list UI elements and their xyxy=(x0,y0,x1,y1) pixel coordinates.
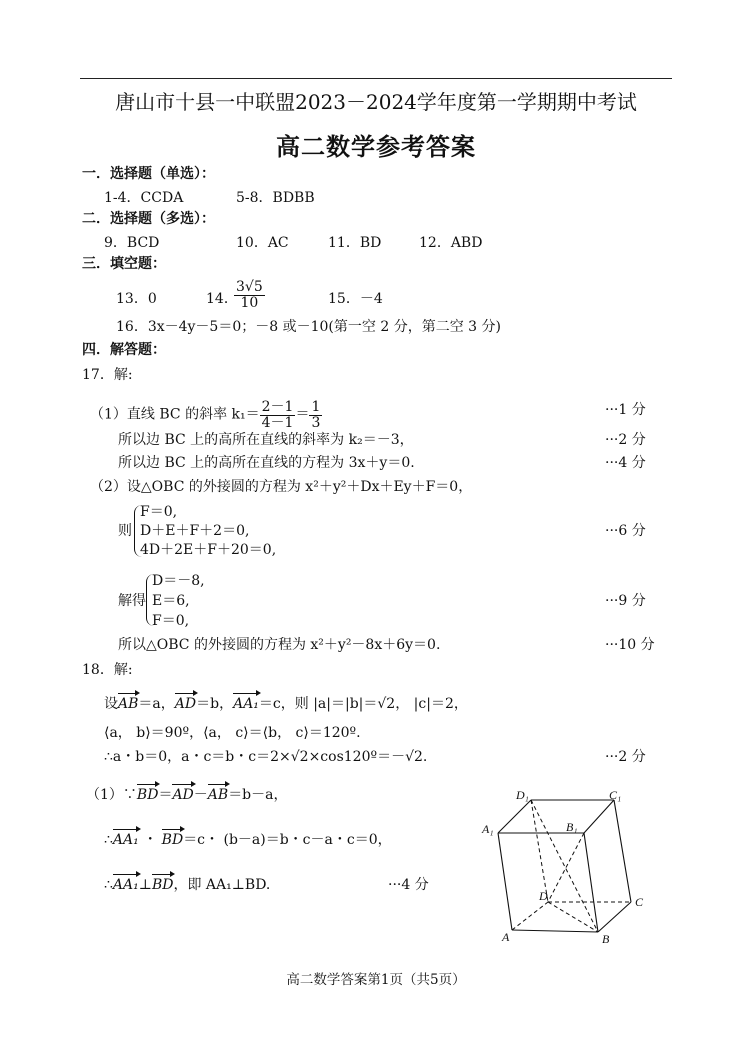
q18-angles: ⟨a， b⟩＝90º，⟨a， c⟩＝⟨b， c⟩＝120º. xyxy=(104,725,361,741)
q17-part2-intro: （2）设△OBC 的外接圆的方程为 x²＋y²＋Dx＋Ey＋F＝0， xyxy=(90,479,473,495)
q18-setup-text-3: ＝c，则 |a|＝|b|＝√2， |c|＝2， xyxy=(258,696,468,712)
label-b: B xyxy=(602,932,610,946)
q17-system2-eq3: F＝0, xyxy=(152,613,190,629)
vector-bd: BD xyxy=(136,787,159,803)
label-a1: A₁ xyxy=(482,822,494,836)
q17-label: 17．解: xyxy=(82,367,133,383)
q18-perp-text-1: ⊥ xyxy=(138,877,152,893)
label-c: C xyxy=(635,895,644,909)
label-c1: C₁ xyxy=(609,788,622,802)
q18-dot-text-2: ＝c・ (b－a)＝b・c－a・c＝0， xyxy=(183,832,392,848)
vector-bd-3: BD xyxy=(151,877,174,893)
answer-q11: 11．BD xyxy=(328,235,382,251)
page-footer: 高二数学答案第1页（共5页） xyxy=(286,972,466,988)
q18-setup-text-1: ＝a， xyxy=(138,696,175,712)
section-solutions-heading: 四．解答题： xyxy=(82,342,166,358)
diagonal-d-b-hidden xyxy=(548,902,598,932)
vector-ad: AD xyxy=(174,696,197,712)
diagonal-b1-d-hidden xyxy=(548,833,584,902)
q17-frac2-den: 3 xyxy=(311,414,321,431)
answer-q12: 12．ABD xyxy=(419,235,483,251)
answer-q13: 13．0 xyxy=(116,291,157,307)
q17-part1-intro: （1）直线 BC 的斜率 k₁＝ xyxy=(90,406,260,423)
section-single-choice-heading: 一．选择题（单选）： xyxy=(82,166,215,182)
label-a: A xyxy=(502,930,510,944)
q17-score-2: ···2 分 xyxy=(605,432,646,448)
vector-aa1-2: AA₁ xyxy=(112,832,139,848)
label-d1: D₁ xyxy=(516,788,529,802)
section-fill-blank-heading: 三．填空题： xyxy=(82,256,166,272)
q17-system2-eq1: D＝－8, xyxy=(152,573,205,589)
q17-frac1-den: 4－1 xyxy=(261,414,294,431)
edge-a1-a xyxy=(498,833,512,930)
q18-dot-products: ∴a・b＝0，a・c＝b・c＝2×√2×cos120º＝－√2. xyxy=(104,749,428,765)
answer-q16: 16．3x－4y－5＝0；－8 或－10(第一空 2 分，第二空 3 分) xyxy=(116,319,501,335)
answer-q10: 10．AC xyxy=(236,235,289,251)
answer-q9: 9．BCD xyxy=(104,235,160,251)
q18-dot-text-1: ・ xyxy=(138,832,162,848)
vector-ad-2: AD xyxy=(172,787,194,803)
q18-setup xyxy=(104,697,468,711)
q17-score-4: ···4 分 xyxy=(605,455,646,471)
q18-dot-zero xyxy=(104,833,392,847)
edge-c1-b1 xyxy=(584,800,614,833)
edge-d1-d-hidden xyxy=(531,800,548,902)
q18-score-4: ···4 分 xyxy=(388,877,429,893)
label-d: D xyxy=(539,889,548,903)
edge-a1-d1 xyxy=(498,800,531,833)
q18-setup-text-2: ＝b， xyxy=(196,696,234,712)
q18-part1-text-3: ＝b－a， xyxy=(228,787,288,803)
answer-q14-fraction xyxy=(234,280,265,310)
q17-part1-slope xyxy=(90,400,322,430)
answers-5-8: 5-8．BDBB xyxy=(236,190,315,206)
answer-key-title: 高二数学参考答案 xyxy=(276,132,476,161)
diagonal-d1-b-hidden xyxy=(531,800,598,932)
vector-ab: AB xyxy=(118,696,139,712)
label-b1: B₁ xyxy=(566,820,578,834)
q17-then-label: 则 xyxy=(118,523,132,539)
header-rule xyxy=(80,78,672,79)
vector-aa1: AA₁ xyxy=(233,696,259,712)
edge-a-b xyxy=(512,930,598,932)
q18-perp-text-2: ，即 AA₁⊥BD. xyxy=(173,877,271,893)
q18-label: 18．解: xyxy=(82,662,133,678)
q18-dot-text-0: ∴ xyxy=(104,832,113,848)
q18-score-2: ···2 分 xyxy=(605,749,646,765)
q17-solve-label: 解得 xyxy=(118,593,146,609)
q17-frac2-num: 1 xyxy=(311,399,321,415)
q17-score-10: ···10 分 xyxy=(605,637,655,653)
q14-denominator: 10 xyxy=(240,294,259,311)
q17-score-9: ···9 分 xyxy=(605,593,646,609)
exam-title: 唐山市十县一中联盟2023－2024学年度第一学期期中考试 xyxy=(115,90,637,114)
q17-line3: 所以边 BC 上的高所在直线的方程为 3x＋y＝0. xyxy=(118,455,415,471)
answer-q15: 15．－4 xyxy=(328,291,383,307)
q17-system1-eq2: D＋E＋F＋2＝0, xyxy=(140,523,250,539)
q17-line2: 所以边 BC 上的高所在直线的斜率为 k₂＝－3， xyxy=(118,432,414,448)
q17-score-6: ···6 分 xyxy=(605,523,646,539)
q18-perp-text-0: ∴ xyxy=(104,877,113,893)
q17-frac1-num: 2－1 xyxy=(261,399,294,415)
answers-1-4: 1-4．CCDA xyxy=(104,190,184,206)
q17-system1-eq3: 4D＋2E＋F＋20＝0, xyxy=(140,542,277,558)
q18-perpendicular xyxy=(104,878,270,892)
q18-setup-text-0: 设 xyxy=(104,696,118,712)
vector-ab-2: AB xyxy=(207,787,229,803)
q18-part1-text-0: （1）∵ xyxy=(86,787,137,803)
section-multi-choice-heading: 二．选择题（多选）： xyxy=(82,211,215,227)
q17-system2-eq2: E＝6, xyxy=(152,593,190,609)
answer-q14-label: 14． xyxy=(206,291,238,307)
q18-part1-text-1: ＝ xyxy=(158,787,173,803)
q18-part1-bd xyxy=(86,788,288,802)
vector-bd-2: BD xyxy=(161,832,184,848)
edge-b1-b xyxy=(584,833,598,932)
edge-b-c xyxy=(598,902,631,932)
vector-aa1-3: AA₁ xyxy=(112,877,139,893)
q17-score-1: ···1 分 xyxy=(605,402,646,418)
q17-system1-eq1: F＝0, xyxy=(140,504,178,520)
q17-conclusion: 所以△OBC 的外接圆的方程为 x²＋y²－8x＋6y＝0. xyxy=(118,637,441,653)
parallelepiped-figure xyxy=(476,785,656,950)
q18-part1-text-2: － xyxy=(193,787,208,803)
edge-c1-c xyxy=(614,800,631,902)
q17-slope-equals: ＝ xyxy=(295,406,310,423)
q14-numerator: 3√5 xyxy=(236,279,263,295)
edge-a-d-hidden xyxy=(512,902,548,930)
